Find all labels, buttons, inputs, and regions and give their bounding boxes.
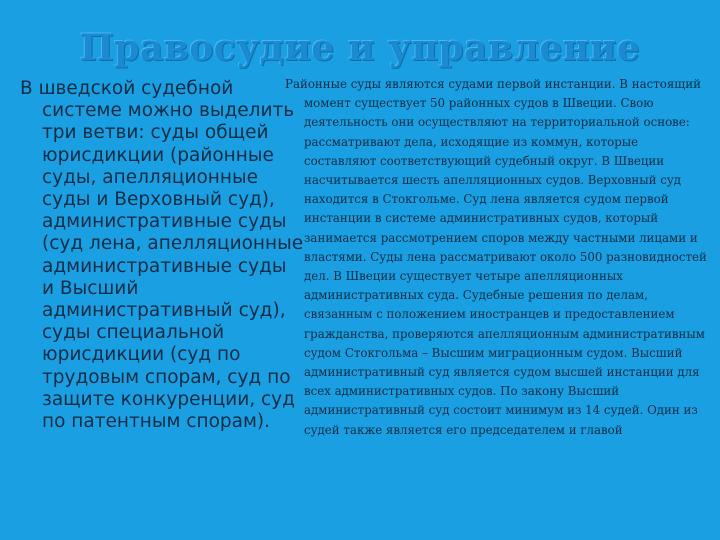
left-text-block: В шведской судебной системе можно выделить три ветви: суды общей юрисдикции (районные суды, апелляционные суды и Верховный суд), административные суды (суд лена, апелляционные административные суды и Высший административный суд), суды специальной юрисдикции (суд по трудовым спорам, суд по защите конкуренции, суд по патентным спорам).	[20, 78, 304, 433]
slide-title: Правосудие и управление	[79, 27, 641, 69]
right-text-block: Районные суды являются судами первой инстанции. В настоящий момент существует 50 районных судов в Швеции. Свою деятельность они осуществляют на территориальной основе: рассматривают дела, исходящие из коммун, которые составляют соответствующий судебный округ. В Швеции насчитывается шесть апелляционных судов. Верховный суд находится в Стокгольме. Суд лена является судом первой инстанции в системе административных судов, который занимается рассмотрением споров между частными лицами и властями. Суды лена рассматривают около 500 разновидностей дел. В Швеции существует четыре апелляционных административных суда. Судебные решения по делам, связанным с положением иностранцев и предоставлением гражданства, проверяются апелляционным административным судом Стокгольма – Высшим миграционным судом. Высший административный суд является судом высшей инстанции для всех административных судов. По закону Высший административный суд состоит минимум из 14 судей. Один из судей также является его председателем и главой	[285, 77, 707, 437]
